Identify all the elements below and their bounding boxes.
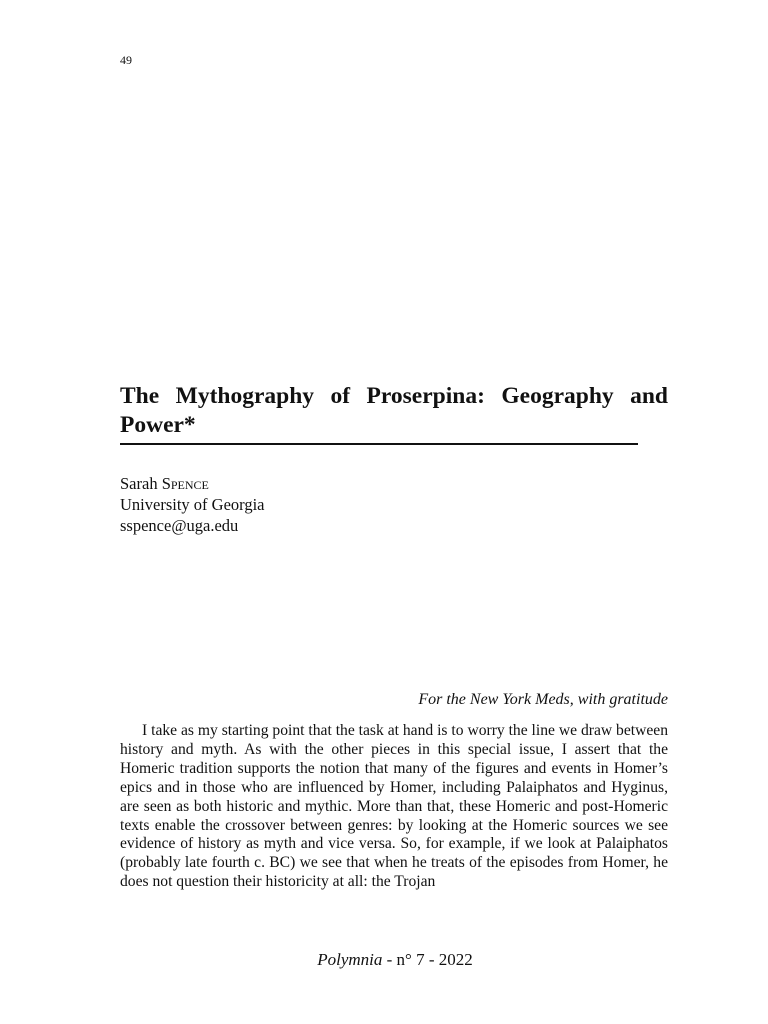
article-title: The Mythography of Proserpina: Geography and Power* [120,383,668,438]
author-block [120,473,265,536]
footer-issue: - n° 7 - 2022 [382,950,473,969]
body-paragraph: I take as my starting point that the task at hand is to worry the line we draw between history and myth. As with the other pieces in this special issue, I assert that the Homeric tradition supports the notion that many of the figures and events in Homer’s epics and in those who are influenced by Homer, including Palaiphatos and Hyginus, are seen as both historic and mythic. More than that, these Homeric and post-Homeric texts enable the crossover between genres: by looking at the Homeric sources we see evidence of history as myth and vice versa. So, for example, if we look at Palaiphatos (probably late fourth c. BC) we see that when he treats of the episodes from Homer, he does not question their historicity at all: the Trojan [120,722,668,891]
footer-journal-name: Polymnia [317,950,383,969]
page-number: 49 [120,53,132,67]
author-affiliation: University of Georgia [120,495,265,514]
title-underline-rule [120,443,638,445]
author-email: sspence@uga.edu [120,516,239,535]
author-name [120,473,265,494]
author-last-name: Spence [161,474,209,493]
dedication: For the New York Meds, with gratitude [418,691,668,708]
author-first-name: Sarah [120,474,158,493]
page-footer [0,950,768,970]
